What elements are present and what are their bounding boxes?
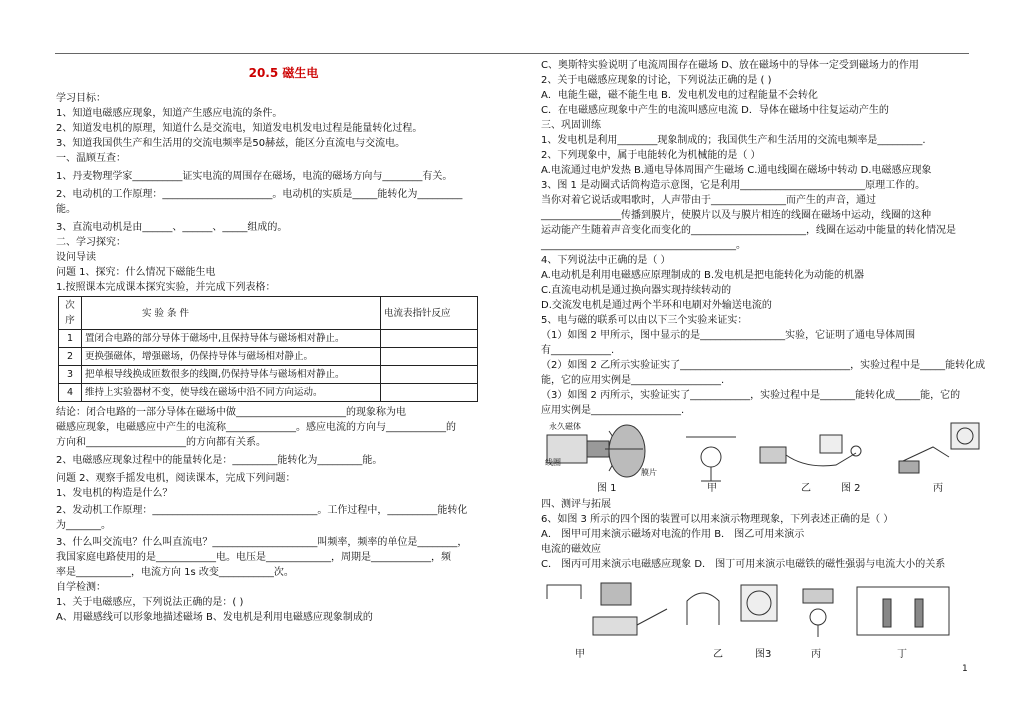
table-cell-answer[interactable] — [381, 384, 478, 402]
text-line: C.直流电动机是通过换向器实现持续转动的 — [541, 285, 732, 296]
text-line: 学习目标： — [56, 93, 106, 104]
table-header-cell: 次序 — [59, 297, 82, 330]
text-line: 问题 2、观察手摇发电机，阅读课本，完成下列问题： — [56, 473, 296, 484]
figure-2-jia-caption: 甲 — [707, 483, 717, 494]
text-line: 1、丹麦物理学家__________证实电流的周围存在磁场，电流的磁场方向与________有关。 — [56, 171, 453, 182]
text-line: 2、知道发电机的原理，知道什么是交流电，知道发电机发电过程是能量转化过程。 — [56, 123, 423, 134]
right-text-block-2 — [541, 497, 981, 572]
figure-2-bing-caption: 丙 — [933, 483, 943, 494]
right-text-block-1 — [541, 58, 986, 418]
text-line: A.电流通过电炉发热 B.通电导体周围产生磁场 C.通电线圈在磁场中转动 D.电磁感应现象 — [541, 165, 932, 176]
text-line: 2、关于电磁感应现象的讨论，下列说法正确的是 ( ) — [541, 75, 772, 86]
text-line: 设问导读 — [56, 252, 96, 263]
figure-3-yi-caption: 乙 — [713, 649, 723, 660]
table-header-cell: 电流表指针反应 — [381, 297, 478, 330]
text-line: 2、电动机的工作原理：______________________。电动机的实质是_____能转化为_________ — [56, 189, 463, 200]
table-cell: 维持上实验器材不变，使导线在磁场中沿不同方向运动。 — [82, 384, 381, 402]
text-line: C、奥斯特实验说明了电流周围存在磁场 D、放在磁场中的导体一定受到磁场力的作用 — [541, 60, 919, 71]
figure-3-jia — [541, 579, 681, 645]
table-cell: 更换强磁体，增强磁场，仍保持导体与磁场相对静止。 — [82, 348, 381, 366]
figure-1-caption: 图 1 — [597, 483, 617, 494]
magnet-label: 永久磁体 — [549, 422, 581, 431]
table-cell: 置闭合电路的部分导体于磁场中,且保持导体与磁场相对静止。 — [82, 330, 381, 348]
section-heading: 一、温顾互查： — [56, 153, 126, 164]
text-line: C． 图丙可用来演示电磁感应现象 D． 图丁可用来演示电磁铁的磁性强弱与电流大小的关系 — [541, 559, 946, 570]
text-line: 1.按照课本完成课本探究实验，并完成下列表格： — [56, 282, 276, 293]
text-line: 方向和____________________的方向都有关系。 — [56, 437, 266, 448]
text-line: A、用磁感线可以形象地描述磁场 B、发电机是利用电磁感应现象制成的 — [56, 612, 373, 623]
figure-3-caption: 图3 — [755, 649, 772, 660]
text-line: 应用实例是__________________. — [541, 405, 685, 416]
figure-row-1 — [541, 421, 981, 495]
text-line: 能，它的应用实例是__________________. — [541, 375, 725, 386]
text-line: （2）如图 2 乙所示实验证实了__________________________________，实验过程中是_____能转化成 — [541, 360, 986, 371]
text-line: A． 图甲可用来演示磁场对电流的作用 B． 图乙可用来演示 — [541, 529, 805, 540]
membrane-label: 膜片 — [641, 468, 657, 477]
figure-3-bing-caption: 丙 — [811, 649, 821, 660]
table-cell-answer[interactable] — [381, 330, 478, 348]
table-row — [59, 384, 478, 402]
text-line: 我国家庭电路使用的是____________电。电压是_____________，周期是____________，频 — [56, 552, 451, 563]
motor-diagram — [893, 421, 983, 481]
text-line: （1）如图 2 甲所示，图中显示的是_________________实验，它证明了通电导体周围 — [541, 330, 916, 341]
table-row — [59, 330, 478, 348]
figure-3-jia-caption: 甲 — [575, 649, 585, 660]
text-line: 2、下列现象中，属于电能转化为机械能的是（ ） — [541, 150, 761, 161]
text-line: 电流的磁效应 — [541, 544, 601, 555]
page-number: 1 — [962, 664, 968, 674]
page-title: 20.5 磁生电 — [248, 66, 319, 80]
text-line: 结论：闭合电路的一部分导体在磁场中做______________________的现象称为电 — [56, 407, 406, 418]
induction-diagram — [756, 425, 866, 477]
table-cell-answer[interactable] — [381, 348, 478, 366]
table-header-row — [59, 297, 478, 330]
text-line: 当你对着它说话或唱歌时，人声带由于_______________而产生的声音，通过 — [541, 195, 876, 206]
figure-3-bing — [789, 585, 849, 641]
figure-row-3 — [541, 575, 981, 659]
text-line: 率是___________，电流方向 1s 改变___________次。 — [56, 567, 294, 578]
section-heading: 二、学习探究： — [56, 237, 126, 248]
text-line: 1、知道电磁感应现象，知道产生感应电流的条件。 — [56, 108, 283, 119]
table-row — [59, 366, 478, 384]
table-cell: 3 — [59, 366, 82, 384]
section-heading: 自学检测： — [56, 582, 106, 593]
table-row — [59, 348, 478, 366]
text-line: _______________________________________。 — [541, 240, 746, 251]
text-line: 问题 1、探究：什么情况下磁能生电 — [56, 267, 216, 278]
left-text-block-1 — [56, 91, 511, 295]
figure-2-yi-caption: 乙 — [801, 483, 811, 494]
table-cell: 4 — [59, 384, 82, 402]
text-line: 1、发电机的构造是什么？ — [56, 488, 173, 499]
left-text-block-2 — [56, 405, 511, 625]
text-line: 3、直流电动机是由______、______、_____组成的。 — [56, 222, 288, 233]
left-column — [56, 58, 511, 625]
table-cell: 2 — [59, 348, 82, 366]
figure-3-ding — [853, 579, 953, 641]
section-heading: 四、测评与拓展 — [541, 499, 611, 510]
section-heading: 三、巩固训练 — [541, 120, 601, 131]
text-line: 2、电磁感应现象过程中的能量转化是：_________能转化为_________能。 — [56, 455, 383, 466]
right-column — [541, 58, 986, 661]
figure-2-caption: 图 2 — [841, 483, 861, 494]
coil-label: 线圈 — [545, 458, 561, 467]
text-line: D.交流发电机是通过两个半环和电刷对外输送电流的 — [541, 300, 772, 311]
text-line: 1、发电机是利用________现象制成的；我国供生产和生活用的交流电频率是_________. — [541, 135, 926, 146]
text-line: 3、知道我国供生产和生活用的交流电频率是50赫兹，能区分直流电与交流电。 — [56, 138, 406, 149]
text-line: 有____________. — [541, 345, 615, 356]
table-cell: 把单根导线换成匝数很多的线圈,仍保持导体与磁场相对静止。 — [82, 366, 381, 384]
table-header-cell: 实 验 条 件 — [82, 297, 381, 330]
text-line: A．电能生磁，磁不能生电 B．发电机发电的过程能量不会转化 — [541, 90, 818, 101]
oersted-diagram — [681, 423, 741, 483]
text-line: A.电动机是利用电磁感应原理制成的 B.发电机是把电能转化为动能的机器 — [541, 270, 865, 281]
text-line: 为_______。 — [56, 520, 111, 531]
text-line: 6、如图 3 所示的四个图的装置可以用来演示物理现象，下列表述正确的是（ ） — [541, 514, 894, 525]
text-line: ________________传播到膜片，使膜片以及与膜片相连的线圈在磁场中运动，线圈的这种 — [541, 210, 931, 221]
experiment-table — [58, 296, 478, 402]
text-line: 2、发动机工作原理：_________________________________。工作过程中，__________能转化 — [56, 505, 468, 516]
text-line: （3）如图 2 丙所示，实验证实了____________，实验过程中是_______能转化成_____能，它的 — [541, 390, 961, 401]
text-line: 3、图 1 是动圈式话筒构造示意图，它是利用_________________________原理工作的。 — [541, 180, 926, 191]
text-line: 3、什么叫交流电？什么叫直流电？_____________________叫频率，频率的单位是________， — [56, 537, 468, 548]
table-cell-answer[interactable] — [381, 366, 478, 384]
text-line: 磁感应现象，电磁感应中产生的电流称______________。感应电流的方向与____________的 — [56, 422, 456, 433]
table-cell: 1 — [59, 330, 82, 348]
text-line: 5、电与磁的联系可以由以下三个实验来证实： — [541, 315, 748, 326]
text-line: 运动能产生随着声音变化而变化的_______________________，线圈在运动中能量的转化情况是 — [541, 225, 956, 236]
figure-3-ding-caption: 丁 — [897, 649, 907, 660]
top-rule — [55, 53, 969, 54]
text-line: 能。 — [56, 204, 76, 215]
text-line: 1、关于电磁感应，下列说法正确的是：( ) — [56, 597, 244, 608]
text-line: C．在电磁感应现象中产生的电流叫感应电流 D．导体在磁场中往复运动产生的 — [541, 105, 889, 116]
text-line: 4、下列说法中正确的是（ ） — [541, 255, 671, 266]
figure-3-yi — [683, 581, 791, 643]
